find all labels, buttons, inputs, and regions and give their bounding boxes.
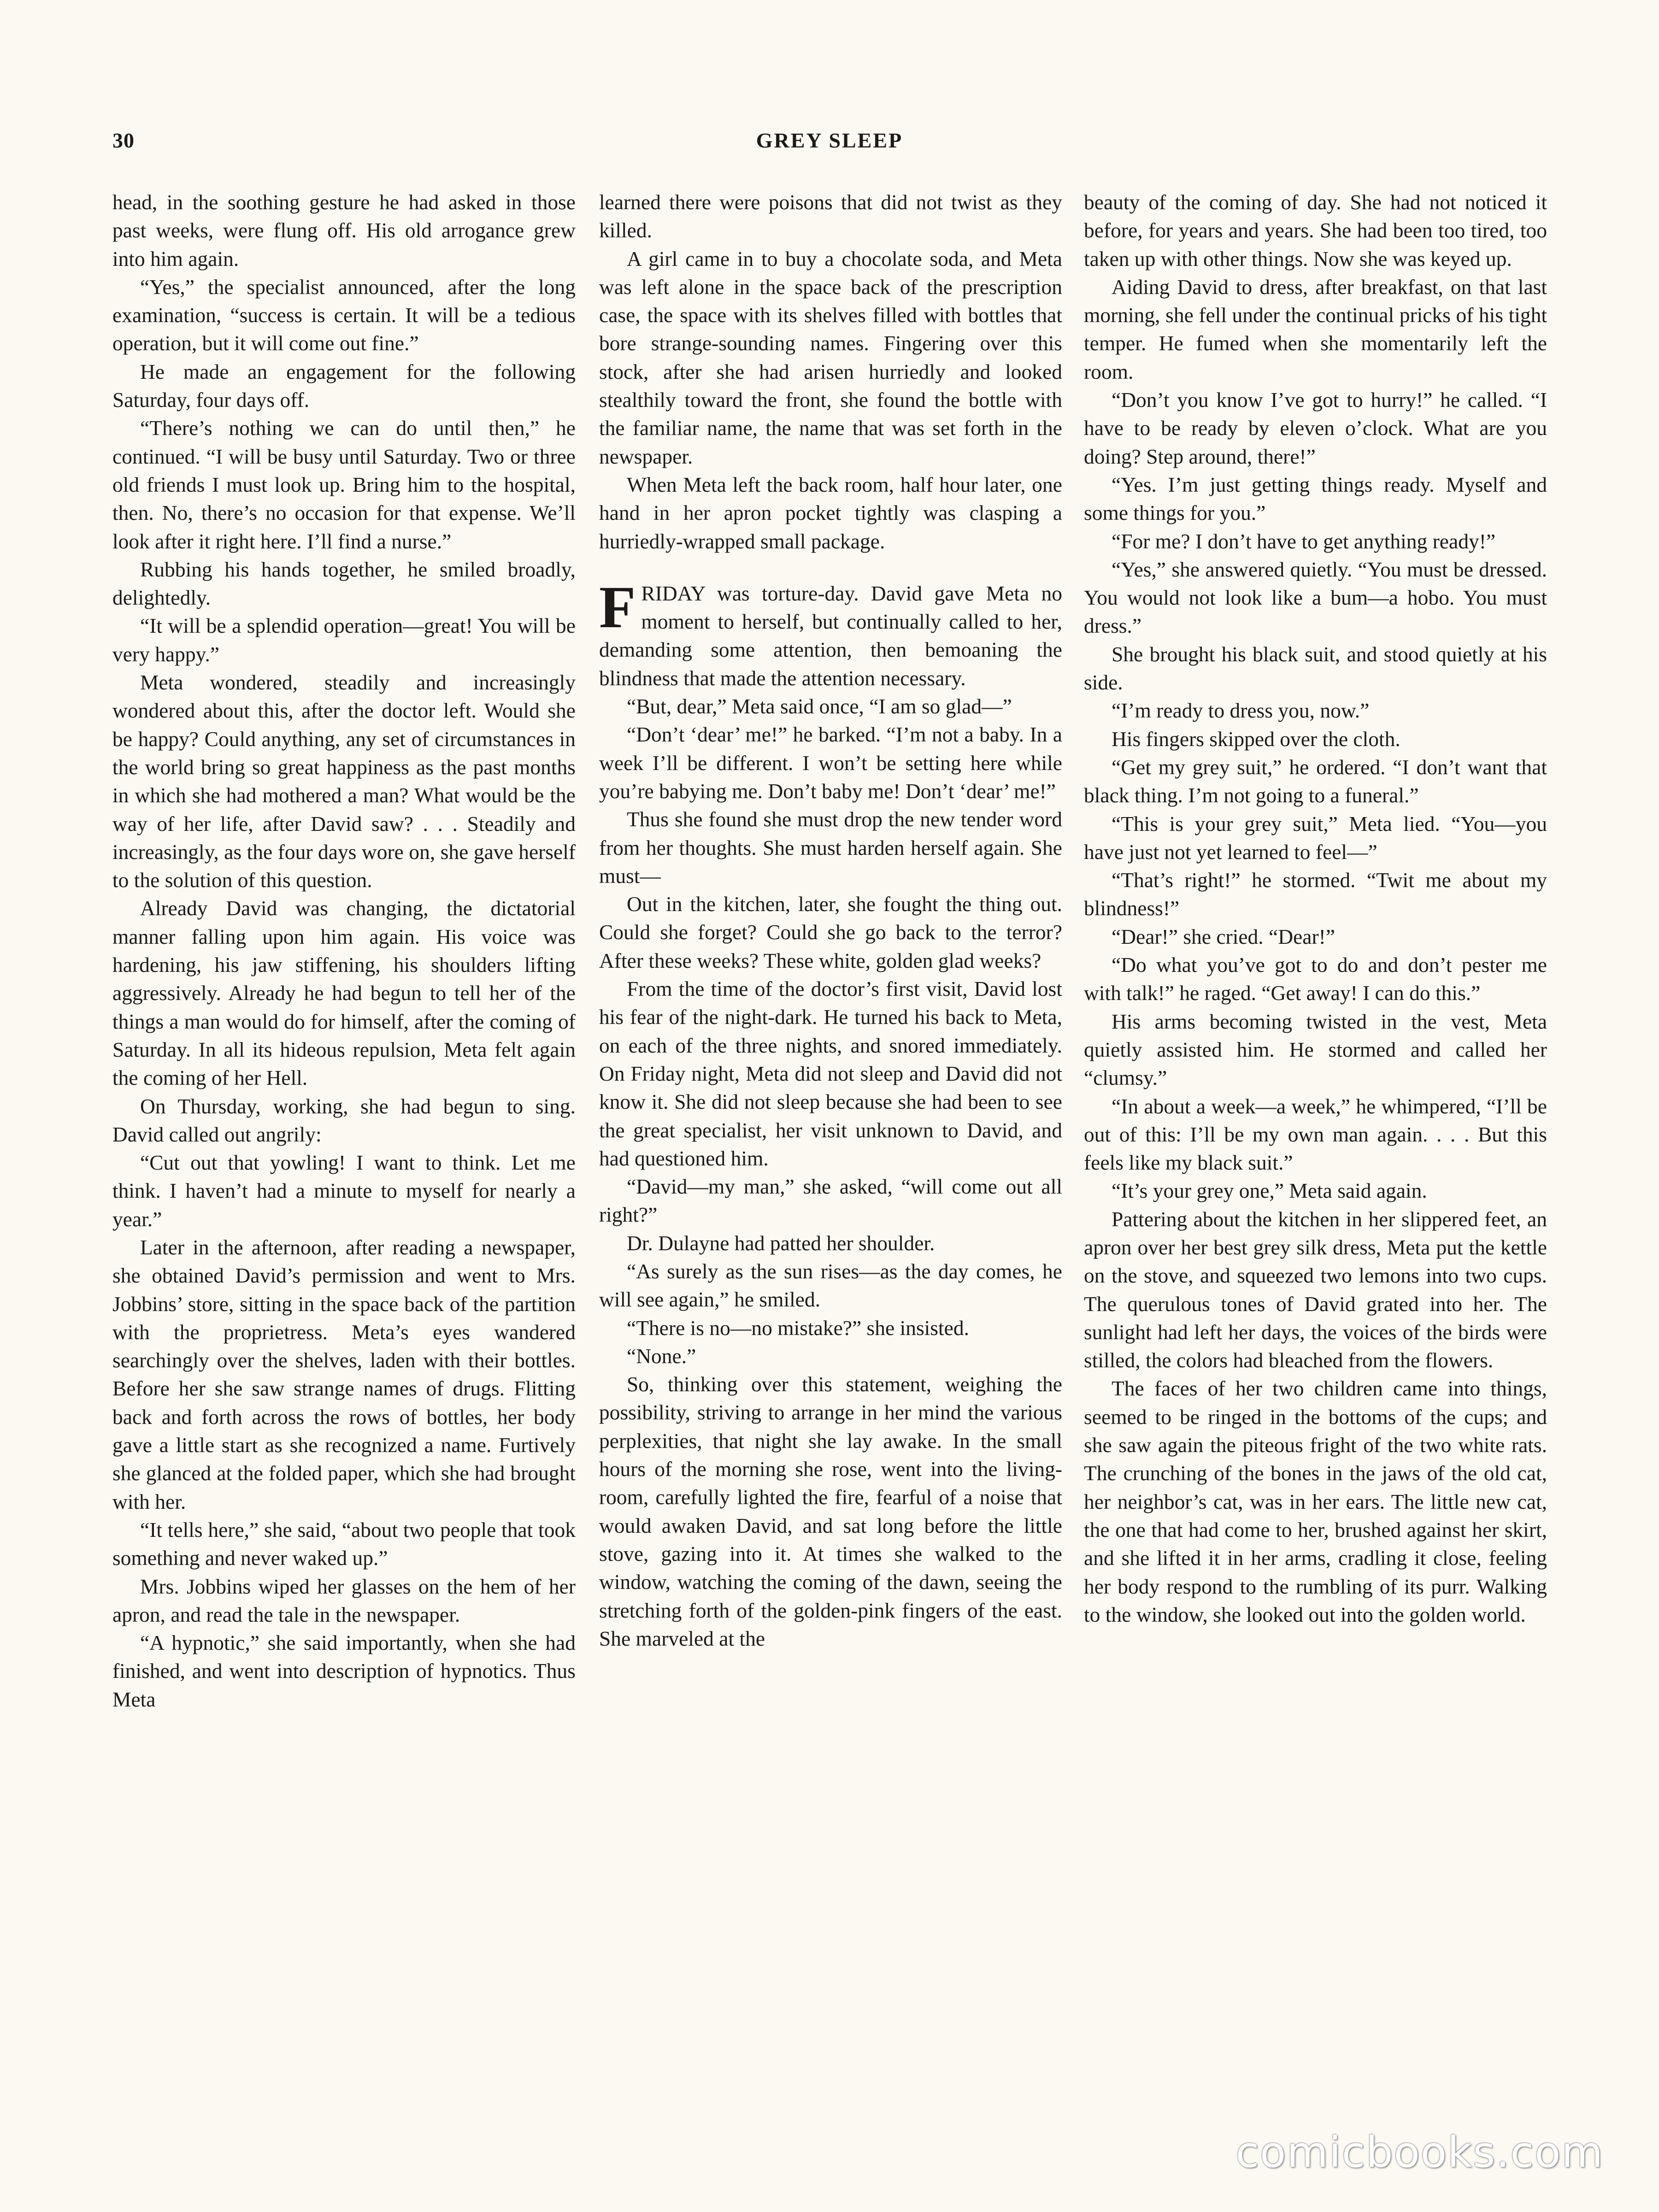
paragraph-text: beauty of the coming of day. She had not noticed it before, for years and years. She had been too tired, too taken up with other things. Now she was keyed up. [1084,190,1547,271]
paragraph [112,1092,576,1149]
paragraph-text: Pattering about the kitchen in her slippered feet, an apron over her best grey silk dress, Meta put the kettle on the stove, and squeezed two lemons into two cups. The querulous tones of David grated into her. The sunlight had left her days, the voices of the birds were stilled, the colors had bleached from the flowers. [1084,1207,1547,1372]
paragraph [112,273,576,358]
paragraph-text: “I’m ready to dress you, now.” [1112,699,1370,723]
paragraph-text: “David—my man,” she asked, “will come out all right?” [599,1175,1062,1227]
paragraph [599,692,1062,720]
paragraph-text: RIDAY was torture-day. David gave Meta no moment to herself, but continually called to her, demanding some attention, then bemoaning the blindness that made the attention necessary. [599,581,1062,690]
paragraph-text: “Yes,” she answered quietly. “You must be dressed. You would not look like a bum—a hobo. You must dress.” [1084,557,1547,638]
paragraph-text: “It’s your grey one,” Meta said again. [1112,1179,1427,1203]
paragraph-text: Already David was changing, the dictatorial manner falling upon him again. His voice was hardening, his jaw stiffening, his shoulders lifting aggressively. Already he had begun to tell her of the things a man would do for himself, after the coming of Saturday. In all its hideous repulsion, Meta felt again the coming of her Hell. [112,896,576,1090]
paragraph [599,1342,1062,1370]
paragraph [599,1229,1062,1257]
paragraph [599,1172,1062,1229]
paragraph-text: “None.” [627,1344,696,1368]
paragraph [1084,866,1547,923]
paragraph-text: Rubbing his hands together, he smiled broadly, delightedly. [112,557,576,610]
paragraph [599,1314,1062,1342]
paragraph [599,1257,1062,1314]
paragraph-text: On Thursday, working, she had begun to sing. David called out angrily: [112,1094,576,1146]
paragraph [1084,471,1547,527]
paragraph [112,1572,576,1629]
paragraph-text: “There’s nothing we can do until then,” he continued. “I will be busy until Saturday. Two or three old friends I must look up. Bring him to the hospital, then. No, there’s no occasion for that expense. We’ll look after it right here. I’ll find a nurse.” [112,416,576,553]
paragraph-text: She brought his black suit, and stood quietly at his side. [1084,642,1547,694]
paragraph [1084,1092,1547,1177]
paragraph [1084,640,1547,697]
paragraph [112,1148,576,1233]
drop-cap: F [599,574,636,641]
paragraph [599,1370,1062,1653]
paragraph [599,471,1062,555]
paragraph [1084,753,1547,810]
paragraph-text: When Meta left the back room, half hour later, one hand in her apron pocket tightly was clasping a hurriedly-wrapped small package. [599,472,1062,553]
text-column-3 [1084,188,1547,2091]
paragraph-text: Mrs. Jobbins wiped her glasses on the hem of her apron, and read the tale in the newspaper. [112,1574,576,1626]
paragraph [1084,555,1547,640]
paragraph-text: “There is no—no mistake?” she insisted. [627,1316,969,1340]
paragraph-text: “But, dear,” Meta said once, “I am so glad—” [627,694,1012,718]
paragraph-text: “In about a week—a week,” he whimpered, “I’ll be out of this: I’ll be my own man again. . . . But this feels like my black suit.” [1084,1094,1547,1175]
paragraph-text: “Yes. I’m just getting things ready. Myself and some things for you.” [1084,472,1547,525]
paragraph-text: Thus she found she must drop the new tender word from her thoughts. She must harden herself again. She must— [599,807,1062,888]
paragraph [599,890,1062,975]
paragraph [112,894,576,1092]
paragraph-text: He made an engagement for the following Saturday, four days off. [112,359,576,412]
paragraph-text: “Yes,” the specialist announced, after the long examination, “success is certain. It will be a tedious operation, but it will come out fine.” [112,275,576,355]
paragraph-text: A girl came in to buy a chocolate soda, and Meta was left alone in the space back of the prescription case, the space with its shelves filled with bottles that bore strange-sounding names. Fingering over this stock, after she had arisen hurriedly and looked stealthily toward the front, she found the bottle with the familiar name, the name that was set forth in the newspaper. [599,247,1062,468]
page-number: 30 [112,129,135,152]
paragraph [112,1629,576,1713]
paragraph-text: “Don’t ‘dear’ me!” he barked. “I’m not a baby. In a week I’ll be different. I won’t be setting here while you’re babying me. Don’t baby me! Don’t ‘dear’ me!” [599,723,1062,803]
paragraph-text: Dr. Dulayne had patted her shoulder. [627,1231,935,1255]
paragraph-text: “Don’t you know I’ve got to hurry!” he called. “I have to be ready by eleven o’clock. What are you doing? Step around, there!” [1084,388,1547,468]
paragraph [1084,273,1547,386]
paragraph [112,358,576,414]
paragraph [599,805,1062,890]
paragraph [112,612,576,668]
paragraph [1084,527,1547,555]
paragraph-text: “Cut out that yowling! I want to think. Let me think. I haven’t had a minute to myself for nearly a year.” [112,1151,576,1231]
paragraph [599,245,1062,471]
paragraph-text: Out in the kitchen, later, she fought the thing out. Could she forget? Could she go back to the terror? After these weeks? These white, golden glad weeks? [599,892,1062,972]
paragraph-text: “This is your grey suit,” Meta lied. “You—you have just not yet learned to feel—” [1084,812,1547,864]
paragraph-text: The faces of her two children came into things, seemed to be ringed in the bottoms of the cups; and she saw again the piteous fright of the two white rats. The crunching of the bones in the jaws of the old cat, her neighbor’s cat, was in her ears. The little new cat, the one that had come to her, brushed against her skirt, and she lifted it in her arms, cradling it close, feeling her body respond to the rumbling of its purr. Walking to the window, she looked out into the golden world. [1084,1377,1547,1626]
paragraph-text: “Get my grey suit,” he ordered. “I don’t want that black thing. I’m not going to a funeral.” [1084,755,1547,807]
paragraph-text: “Do what you’ve got to do and don’t pester me with talk!” he raged. “Get away! I can do this.” [1084,953,1547,1005]
paragraph [1084,1374,1547,1629]
paragraph [112,414,576,555]
paragraph [1084,1177,1547,1205]
paragraph [1084,1007,1547,1092]
paragraph [112,555,576,612]
text-column-2 [599,188,1062,2091]
paragraph [1084,810,1547,866]
paragraph [1084,386,1547,471]
paragraph [599,720,1062,805]
paragraph-text: “That’s right!” he stormed. “Twit me about my blindness!” [1084,868,1547,920]
text-column-1 [112,188,576,2091]
paragraph [599,975,1062,1172]
paragraph-text: So, thinking over this statement, weighing the possibility, striving to arrange in her mind the various perplexities, that night she lay awake. In the small hours of the morning she rose, went into the living-room, carefully lighted the fire, fearful of a noise that would awaken David, and sat long before the little stove, gazing into it. At times she walked to the window, watching the coming of the dawn, seeing the stretching forth of the golden-pink fingers of the east. She marveled at the [599,1372,1062,1650]
paragraph [599,574,1062,692]
paragraph-text: Aiding David to dress, after breakfast, on that last morning, she fell under the continual pricks of his tight temper. He fumed when she momentarily left the room. [1084,275,1547,383]
paragraph-text: His fingers skipped over the cloth. [1112,727,1400,751]
paragraph [1084,725,1547,753]
paragraph-text: learned there were poisons that did not twist as they killed. [599,190,1062,242]
paragraph [599,188,1062,245]
paragraph [1084,923,1547,951]
paragraph-text: head, in the soothing gesture he had asked in those past weeks, were flung off. His old arrogance grew into him again. [112,190,576,271]
running-title: GREY SLEEP [756,129,903,152]
paragraph [112,1516,576,1572]
paragraph-text: Later in the afternoon, after reading a newspaper, she obtained David’s permission and went to Mrs. Jobbins’ store, sitting in the space back of the partition with the proprietress. Meta’s eyes wandered searchingly over the shelves, laden with their bottles. Before her she saw strange names of drugs. Flitting back and forth across the rows of bottles, her body gave a little start as she recognized a name. Furtively she glanced at the folded paper, which she had brought with her. [112,1235,576,1513]
paragraph-text: “It will be a splendid operation—great! You will be very happy.” [112,614,576,666]
paragraph [112,188,576,273]
paragraph [1084,696,1547,724]
paragraph-text: “As surely as the sun rises—as the day comes, he will see again,” he smiled. [599,1259,1062,1312]
paragraph [1084,1205,1547,1375]
paragraph-text: “It tells here,” she said, “about two people that took something and never waked up.” [112,1518,576,1570]
paragraph [1084,188,1547,273]
paragraph-text: His arms becoming twisted in the vest, Meta quietly assisted him. He stormed and called her “clumsy.” [1084,1009,1547,1090]
paragraph-text: “For me? I don’t have to get anything ready!” [1112,529,1496,553]
paragraph [112,1233,576,1516]
paragraph-text: From the time of the doctor’s first visit, David lost his fear of the night-dark. He turned his back to Meta, on each of the three nights, and snored immediately. On Friday night, Meta did not sleep and David did not know it. She did not sleep because she had been to see the great specialist, her visit unknown to David, and had questioned him. [599,977,1062,1170]
watermark: comicbooks.com [1235,2128,1604,2177]
paragraph [112,668,576,894]
paragraph-text: “Dear!” she cried. “Dear!” [1112,924,1335,948]
paragraph-text: “A hypnotic,” she said importantly, when she had finished, and went into description of hypnotics. Thus Meta [112,1631,576,1711]
paragraph [1084,951,1547,1007]
paragraph-text: Meta wondered, steadily and increasingly wondered about this, after the doctor left. Would she be happy? Could anything, any set of circumstances in the world bring so great happiness as the past months in which she had mothered a man? What would be the way of her life, after David saw? . . . Steadily and increasingly, as the four days wore on, she gave herself to the solution of this question. [112,671,576,892]
